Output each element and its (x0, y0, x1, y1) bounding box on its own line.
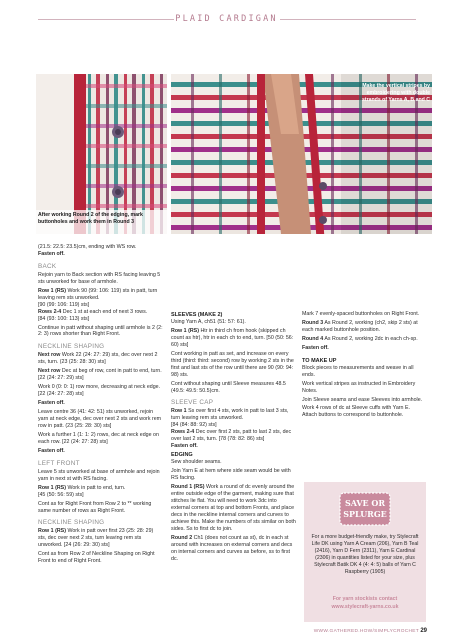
row-text: Htr in third ch from hook (skipped ch count as htr), htr in each ch to end, turn. [50 (50: 56: 60) sts] (171, 327, 294, 348)
row-text: Dec 1 st at each end of next 3 rows. (61, 308, 148, 315)
paragraph: Mark 7 evenly-spaced buttonholes on Right Front. (302, 311, 420, 317)
paragraph (171, 484, 297, 533)
paragraph: Work a further 1 (1: 1: 2) rows, dec at neck edge on each row. [22 (24: 27: 28) sts] (38, 431, 159, 445)
fasten-off-text: Fasten off. (38, 400, 65, 407)
row-label: Row 1 (171, 408, 187, 415)
row-text: As Round 2, working (ch2, skip 2 sts) at each marked buttonhole position. (302, 319, 418, 333)
page-title: PLAID CARDIGAN (175, 14, 278, 24)
row-text: Work 90 (99: 106: 119) sts in patt, turn leaving rem sts unworked. (38, 287, 158, 301)
paragraph: Join Yarn E at hem where side seam would be with RS facing. (171, 468, 291, 482)
row-text: Ch1 (does not count as st), dc in each st around with increases on external corners and decs on internal corners and curves as before, ss to first dc. (171, 534, 293, 562)
row-text: Ss over first 4 sts, work in patt to last 3 sts, turn leaving rem sts unworked. (171, 408, 289, 422)
paragraph: Work 4 rows of dc at Sleeve cuffs with Yarn E. Attach buttons to correspond to buttonhole. (302, 405, 410, 419)
footer-url[interactable]: WWW.GATHERED.HOW/SIMPLYCROCHET (313, 629, 419, 634)
cardigan-closeup-photo (36, 74, 167, 234)
stitch-count: [84 (84: 88: 92) sts] (171, 422, 217, 429)
row-label: Round 4 (302, 335, 324, 342)
row-text: Work 22 (24: 27: 29) sts, dec over next 2 sts, turn. (23 (25: 28: 30) sts] (38, 352, 158, 366)
row-label: Row 1 (RS) (38, 528, 66, 535)
row-text: Work in patt to end, turn. (65, 484, 126, 491)
section-heading-sleeves: SLEEVES (MAKE 2) (171, 312, 223, 318)
row-label: Round 3 (302, 319, 324, 326)
section-heading-back: BACK (38, 262, 57, 270)
section-heading-edging: EDGING (171, 452, 193, 459)
paragraph (38, 485, 163, 499)
row-label: Rows 2-4 (38, 308, 62, 315)
row-label: Next row (38, 368, 61, 375)
column-1 (38, 244, 163, 567)
paragraph (302, 320, 426, 334)
paragraph: Using Yarn A, ch51 (51: 57: 61). (171, 318, 246, 325)
paragraph: Sew shoulder seams. (171, 459, 222, 466)
photo-caption-right: Make the vertical stripes by embroidering with double strands of Yarns A, B and C (361, 83, 430, 103)
fasten-off-text: Fasten off. (302, 344, 329, 351)
page-number: 29 (420, 628, 427, 634)
paragraph (38, 288, 163, 323)
stitch-count: [45 (50: 56: 59) sts] (38, 491, 84, 498)
badge-line-2: SPLURGE (343, 509, 387, 519)
paragraph: Join Sleeve seams and ease Sleeves into armhole. (302, 396, 423, 403)
paragraph: Cont without shaping until Sleeve measures 48.5 (49.5: 49.5: 50.5)cm. (171, 380, 286, 394)
paragraph: Work 0 (0: 0: 1) row more, decreasing at neck edge. [22 (24: 27: 28) sts] (38, 384, 161, 398)
fasten-off-text: Fasten off. (38, 250, 65, 257)
row-text: Work in patt over first 23 (25: 28: 29) sts, dec over next 2 sts, turn leaving rem sts unworked. [24 (26: 29: 30) sts] (38, 528, 154, 549)
row-label: Row 1 (RS) (38, 287, 66, 294)
paragraph (171, 328, 297, 349)
paragraph (38, 528, 163, 549)
stockists-label: For yarn stockists contact (332, 596, 398, 602)
column-3 (302, 311, 426, 421)
photo-caption-left: After working Round 2 of the edging, mark buttonholes and work them in Round 3 (38, 212, 143, 225)
row-label: Next row (38, 352, 61, 359)
section-heading-sleeve-cap: SLEEVE CAP (171, 399, 214, 407)
row-text: Dec at beg of row, cont in patt to end, turn. [22 (24: 27: 29) sts] (38, 368, 162, 382)
paragraph: Rejoin yarn to Back section with RS facing leaving 5 sts unworked for base of armhole. (38, 271, 161, 285)
section-heading-neckline: NECKLINE SHAPING (38, 343, 105, 351)
save-or-splurge-box (304, 482, 426, 622)
fasten-off-text: Fasten off. (38, 447, 65, 454)
badge-line-1: SAVE OR (344, 498, 386, 508)
section-heading-left-front: LEFT FRONT (38, 459, 80, 467)
row-label: Round 2 (171, 534, 193, 541)
paragraph (38, 244, 163, 258)
paragraph (302, 336, 426, 343)
section-heading-lf-neckline: NECKLINE SHAPING (38, 519, 105, 527)
paragraph (38, 352, 163, 366)
page-footer (0, 627, 453, 640)
row-text: As Round 2, working 2dc in each ch-sp. (323, 335, 418, 342)
save-or-splurge-badge-icon (339, 492, 391, 526)
row-label: Row 1 (RS) (38, 484, 66, 491)
row-text: Work a round of dc evenly around the entire outside edge of the garment, making sure that stitches lie flat. You will need to work 3dc into external corners at top and bottom Fronts, and place decs in the neckline internal corners and curves to achieve this. Make the numbers of sts similar on both sides. Ss to first dc to join. (171, 483, 296, 532)
paragraph: Continue in patt without shaping until armhole is 2 (2: 2: 3) rows shorter than Right Front. (38, 324, 163, 338)
paragraph: Work vertical stripes as instructed in Embroidery Notes. (302, 380, 416, 394)
header-rule-right (280, 19, 416, 20)
row-label: Rows 2-4 (171, 429, 195, 436)
paragraph (38, 368, 163, 382)
paragraph (171, 408, 297, 450)
paragraph: Leave centre 36 (41: 42: 51) sts unworked, rejoin yarn at neck edge, dec over next 2 sts and work rem row in patt. (23 (25: 28: 30) sts] (38, 409, 162, 429)
section-heading-to-make-up: TO MAKE UP (302, 357, 337, 364)
page-header (0, 0, 453, 50)
intro-text: (21.5: 22.5: 23.5)cm, ending with WS row. (38, 244, 137, 250)
stitch-count: [90 (99: 106: 119) sts] (38, 301, 90, 308)
paragraph (171, 535, 297, 563)
row-label: Round 1 (RS) (171, 483, 205, 490)
paragraph: Cont working in patt as set, and increase on every third (third: third: second) row by working 2 sts in the first and last sts of the row until there are 90 (90: 94: 98) sts. (171, 350, 294, 378)
budget-tip-text: For a more budget-friendly make, try Stylecraft Life DK using Yarn A Cream (206), Yarn B Teal (2416), Yarn D Fern (2311), Yarn E Cardinal (2306) in quantities listed for your size, plus Stylecraft Batik DK 4 (4: 4: 5) balls of Yarn C Raspberry (1905) (311, 534, 419, 575)
stockists-link[interactable]: www.stylecraft-yarns.co.uk (331, 604, 399, 610)
paragraph: Cont as for Right Front from Row 2 to ** working same number of rows as Right Front. (38, 500, 152, 514)
paragraph: Leave 5 sts unworked at base of armhole and rejoin yarn in next st with RS facing. (38, 468, 160, 482)
column-2 (171, 311, 297, 564)
paragraph: Block pieces to measurements and weave in all ends. (302, 364, 414, 378)
paragraph: Cont as from Row 2 of Neckline Shaping on Right Front to end of Right Front. (38, 551, 155, 565)
fasten-off-text: Fasten off. (171, 443, 198, 450)
row-text: Dec over first 2 sts, patt to last 2 sts, dec over last 2 sts, turn. [78 (78: 82: 86) sts] (171, 429, 292, 443)
stitch-count: [84 (93: 100: 113) sts] (38, 315, 90, 322)
row-label: Row 1 (RS) (171, 327, 199, 334)
